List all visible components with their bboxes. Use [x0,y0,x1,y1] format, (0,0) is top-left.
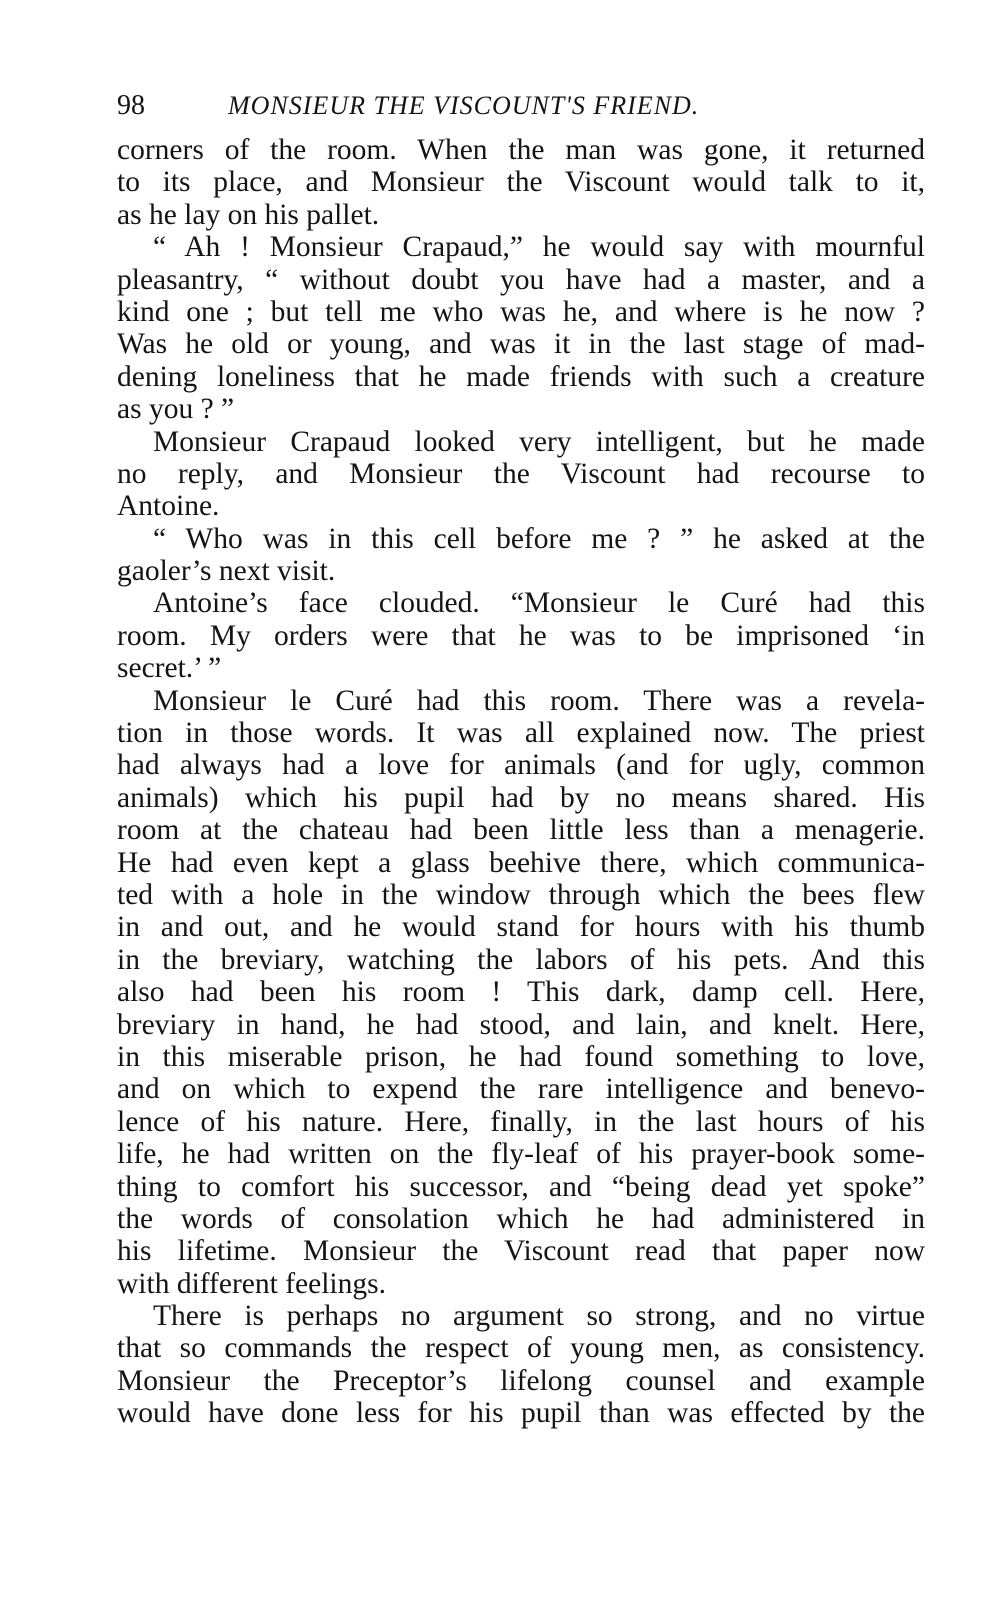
text-line: in this miserable prison, he had found something to love, [117,1040,925,1073]
body-text [117,134,925,1430]
text-line: Was he old or young, and was it in the last stage of mad- [117,328,925,361]
text-line: dening loneliness that he made friends with such a creature [117,360,925,393]
text-line: ted with a hole in the window through which the bees flew [117,878,925,911]
text-line: corners of the room. When the man was gone, it returned [117,134,925,166]
text-line: breviary in hand, he had stood, and lain, and knelt. Here, [117,1008,925,1041]
text-line: gaoler’s next visit. [117,555,336,588]
book-page [117,88,925,1430]
text-line: as he lay on his pallet. [117,198,380,231]
text-line: “ Ah ! Monsieur Crapaud,” he would say with mournful [153,231,925,264]
text-line: secret.’ ” [117,652,222,685]
text-line: as you ? ” [117,393,235,426]
text-line: Antoine. [117,490,220,523]
text-line: also had been his room ! This dark, damp cell. Here, [117,976,925,1009]
text-line: in the breviary, watching the labors of his pets. And this [117,943,925,976]
text-line: tion in those words. It was all explained now. The priest [117,717,925,750]
text-line: had always had a love for animals (and for ugly, common [117,749,925,782]
text-line: room at the chateau had been little less than a menagerie. [117,814,925,847]
text-line: no reply, and Monsieur the Viscount had recourse to [117,457,925,490]
running-title: MONSIEUR THE VISCOUNT'S FRIEND. [228,91,700,120]
text-line: that so commands the respect of young men, as consistency. [117,1332,925,1365]
text-line: There is perhaps no argument so strong, and no virtue [153,1300,925,1333]
text-line: his lifetime. Monsieur the Viscount read that paper now [117,1235,925,1268]
text-line: to its place, and Monsieur the Viscount would talk to it, [117,166,925,199]
text-line: and on which to expend the rare intelligence and benevo- [117,1073,925,1106]
text-line: would have done less for his pupil than was effected by the [117,1397,925,1430]
text-line: lence of his nature. Here, finally, in the last hours of his [117,1105,925,1138]
text-line: life, he had written on the fly-leaf of his prayer-book some- [117,1138,925,1171]
text-line: Monsieur le Curé had this room. There was a revela- [153,684,925,717]
text-line: Monsieur the Preceptor’s lifelong counsel and example [117,1364,925,1397]
text-line: with different feelings. [117,1267,386,1300]
text-line: kind one ; but tell me who was he, and where is he now ? [117,295,925,328]
page-number: 98 [117,90,145,121]
text-line: the words of consolation which he had administered in [117,1202,925,1235]
text-line: Monsieur Crapaud looked very intelligent, but he made [153,425,925,458]
text-line: Antoine’s face clouded. “Monsieur le Curé had this [153,587,925,620]
text-line: thing to comfort his successor, and “being dead yet spoke” [117,1170,925,1203]
text-line: room. My orders were that he was to be imprisoned ‘in [117,619,925,652]
text-line: animals) which his pupil had by no means shared. His [117,781,925,814]
page-header [117,88,925,124]
text-line: in and out, and he would stand for hours with his thumb [117,911,925,944]
text-line: pleasantry, “ without doubt you have had a master, and a [117,263,925,296]
text-line: He had even kept a glass beehive there, which communica- [117,846,925,879]
text-line: “ Who was in this cell before me ? ” he asked at the [153,522,925,555]
